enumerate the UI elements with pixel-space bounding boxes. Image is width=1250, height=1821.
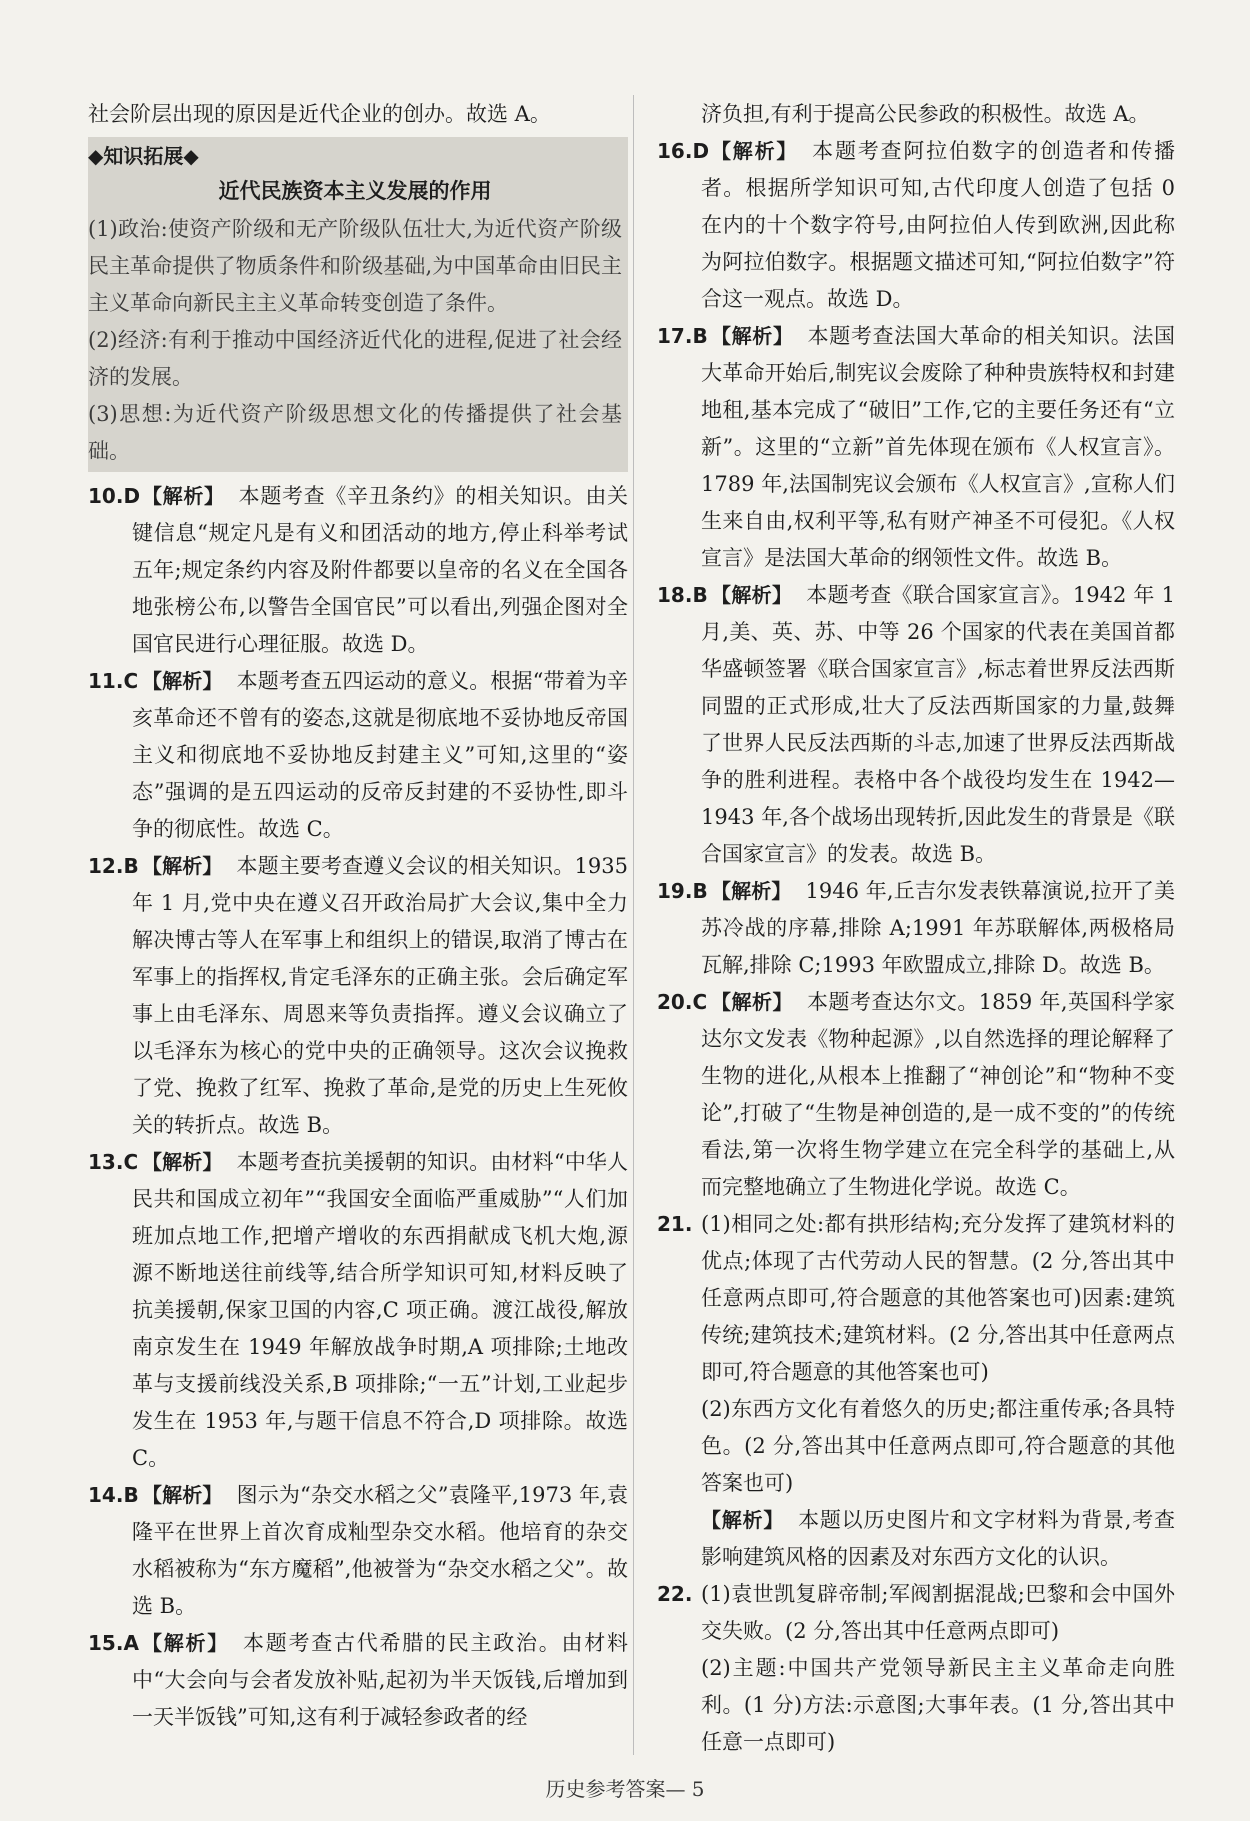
right-column — [657, 96, 1175, 1761]
answer-15-continued: 济负担,有利于提高公民参政的积极性。故选 A。 — [701, 102, 1150, 126]
answer-text: (1)相同之处:都有拱形结构;充分发挥了建筑材料的优点;体现了古代劳动人民的智慧。(2 分,答出其中任意两点即可,符合题意的其他答案也可)因素:建筑传统;建筑技术;建筑材料。(2 分,答出其中任意两点即可,符合题意的其他答案也可) — [701, 1212, 1175, 1384]
answer-11 — [88, 663, 628, 848]
answer-text: 本题考查达尔文。1859 年,英国科学家达尔文发表《物种起源》,以自然选择的理论解释了生物的进化,从根本上推翻了“神创论”和“物种不变论”,打破了“生物是神创造的,是一成不变的”的传统看法,第一次将生物学建立在完全科学的基础上,从而完整地确立了生物进化学说。故选 C。 — [701, 990, 1175, 1199]
left-intro: 社会阶层出现的原因是近代企业的创办。故选 A。 — [88, 102, 551, 126]
answer-22-part2: (2)主题:中国共产党领导新民主主义革命走向胜利。(1 分)方法:示意图;大事年表。(1 分,答出其中任意一点即可) — [701, 1656, 1175, 1754]
answer-14 — [88, 1477, 628, 1625]
knowledge-box — [88, 137, 628, 472]
analysis-tag: 【解析】 — [711, 583, 793, 607]
analysis-tag: 【解析】 — [142, 484, 225, 508]
answer-20 — [657, 984, 1175, 1206]
question-number: 16.D — [657, 139, 710, 163]
analysis-tag: 【解析】 — [142, 669, 223, 693]
page-footer: 历史参考答案— 5 — [545, 1777, 705, 1801]
answer-13 — [88, 1144, 628, 1477]
analysis-tag: 【解析】 — [711, 139, 799, 163]
question-number: 10.D — [88, 484, 141, 508]
answer-17 — [657, 318, 1175, 577]
column-divider — [633, 95, 634, 1755]
question-number: 19.B — [657, 879, 708, 903]
answer-21 — [657, 1206, 1175, 1391]
question-number: 15.A — [88, 1631, 139, 1655]
analysis-tag: 【解析】 — [711, 879, 792, 903]
answer-text: 本题考查法国大革命的相关知识。法国大革命开始后,制宪议会废除了种种贵族特权和封建地租,基本完成了“破旧”工作,它的主要任务还有“立新”。这里的“立新”首先体现在颁布《人权宣言》。1789 年,法国制宪议会颁布《人权宣言》,宣称人们生来自由,权利平等,私有财产神圣不可侵犯。《人权宣言》是法国大革命的纲领性文件。故选 B。 — [701, 324, 1176, 570]
analysis-tag: 【解析】 — [711, 990, 793, 1014]
answer-text: (1)袁世凯复辟帝制;军阀割据混战;巴黎和会中国外交失败。(2 分,答出其中任意两点即可) — [701, 1582, 1175, 1643]
analysis-tag: 【解析】 — [142, 854, 223, 878]
answer-text: 本题考查阿拉伯数字的创造者和传播者。根据所学知识可知,古代印度人创造了包括 0 在内的十个数字符号,由阿拉伯人传到欧洲,因此称为阿拉伯数字。根据题文描述可知,“阿拉伯数字”符合这一观点。故选 D。 — [701, 139, 1176, 311]
answer-21-part2: (2)东西方文化有着悠久的历史;都注重传承;各具特色。(2 分,答出其中任意两点即可,符合题意的其他答案也可) — [701, 1397, 1175, 1495]
knowledge-box-label: ◆知识拓展◆ — [88, 144, 199, 168]
answer-text: 本题考查《辛丑条约》的相关知识。由关键信息“规定凡是有义和团活动的地方,停止科举考试五年;规定条约内容及附件都要以皇帝的名义在全国各地张榜公布,以警告全国官民”可以看出,列强企图对全国官民进行心理征服。故选 D。 — [132, 484, 629, 656]
question-number: 12.B — [88, 854, 139, 878]
answer-12 — [88, 848, 628, 1144]
question-number: 18.B — [657, 583, 708, 607]
question-number: 17.B — [657, 324, 708, 348]
knowledge-item: (3)思想:为近代资产阶级思想文化的传播提供了社会基础。 — [88, 402, 622, 463]
question-number: 22. — [657, 1582, 693, 1606]
answer-10 — [88, 478, 628, 663]
answer-15 — [88, 1625, 628, 1736]
answer-text: 本题考查古代希腊的民主政治。由材料中“大会向与会者发放补贴,起初为半天饭钱,后增加到一天半饭钱”可知,这有利于减轻参政者的经 — [132, 1631, 628, 1729]
answer-text: 本题主要考查遵义会议的相关知识。1935 年 1 月,党中央在遵义召开政治局扩大会议,集中全力解决博古等人在军事上和组织上的错误,取消了博古在军事上的指挥权,肯定毛泽东的正确主张。会后确定军事上由毛泽东、周恩来等负责指挥。遵义会议确立了以毛泽东为核心的党中央的正确领导。这次会议挽救了党、挽救了红军、挽救了革命,是党的历史上生死攸关的转折点。故选 B。 — [132, 854, 628, 1137]
answer-22 — [657, 1576, 1175, 1650]
answer-text: 1946 年,丘吉尔发表铁幕演说,拉开了美苏冷战的序幕,排除 A;1991 年苏联解体,两极格局瓦解,排除 C;1993 年欧盟成立,排除 D。故选 B。 — [701, 879, 1176, 977]
analysis-tag: 【解析】 — [701, 1508, 785, 1532]
answer-text: 本题以历史图片和文字材料为背景,考查影响建筑风格的因素及对东西方文化的认识。 — [701, 1508, 1175, 1569]
analysis-tag: 【解析】 — [142, 1483, 223, 1507]
knowledge-item: (1)政治:使资产阶级和无产阶级队伍壮大,为近代资产阶级民主革命提供了物质条件和阶级基础,为中国革命由旧民主主义革命向新民主主义革命转变创造了条件。 — [88, 217, 622, 315]
knowledge-item: (2)经济:有利于推动中国经济近代化的进程,促进了社会经济的发展。 — [88, 328, 622, 389]
answer-21-analysis — [657, 1502, 1175, 1576]
answer-text: 本题考查抗美援朝的知识。由材料“中华人民共和国成立初年”“我国安全面临严重威胁”“人们加班加点地工作,把增产增收的东西捐献成飞机大炮,源源不断地送往前线等,结合所学知识可知,材料反映了抗美援朝,保家卫国的内容,C 项正确。渡江战役,解放南京发生在 1949 年解放战争时期,A 项排除;土地改革与支援前线没关系,B 项排除;“一五”计划,工业起步发生在 1953 年,与题干信息不符合,D 项排除。故选 C。 — [132, 1150, 628, 1470]
answer-text: 本题考查《联合国家宣言》。1942 年 1 月,美、英、苏、中等 26 个国家的代表在美国首都华盛顿签署《联合国家宣言》,标志着世界反法西斯同盟的正式形成,壮大了反法西斯国家的力量,鼓舞了世界人民反法西斯的斗志,加速了世界反法西斯战争的胜利进程。表格中各个战役均发生在 1942—1943 年,各个战场出现转折,因此发生的背景是《联合国家宣言》的发表。故选 B。 — [701, 583, 1176, 866]
question-number: 20.C — [657, 990, 708, 1014]
answer-text: 本题考查五四运动的意义。根据“带着为辛亥革命还不曾有的姿态,这就是彻底地不妥协地反帝国主义和彻底地不妥协地反封建主义”可知,这里的“姿态”强调的是五四运动的反帝反封建的不妥协性,即斗争的彻底性。故选 C。 — [132, 669, 628, 841]
analysis-tag: 【解析】 — [142, 1631, 229, 1655]
left-column — [88, 96, 628, 1736]
answer-16 — [657, 133, 1175, 318]
question-number: 21. — [657, 1212, 693, 1236]
answer-19 — [657, 873, 1175, 984]
analysis-tag: 【解析】 — [142, 1150, 223, 1174]
analysis-tag: 【解析】 — [711, 324, 794, 348]
answer-text: 图示为“杂交水稻之父”袁隆平,1973 年,袁隆平在世界上首次育成籼型杂交水稻。他培育的杂交水稻被称为“东方魔稻”,他被誉为“杂交水稻之父”。故选 B。 — [132, 1483, 628, 1618]
knowledge-box-heading: 近代民族资本主义发展的作用 — [218, 179, 492, 203]
answer-18 — [657, 577, 1175, 873]
question-number: 11.C — [88, 669, 139, 693]
question-number: 13.C — [88, 1150, 139, 1174]
question-number: 14.B — [88, 1483, 139, 1507]
